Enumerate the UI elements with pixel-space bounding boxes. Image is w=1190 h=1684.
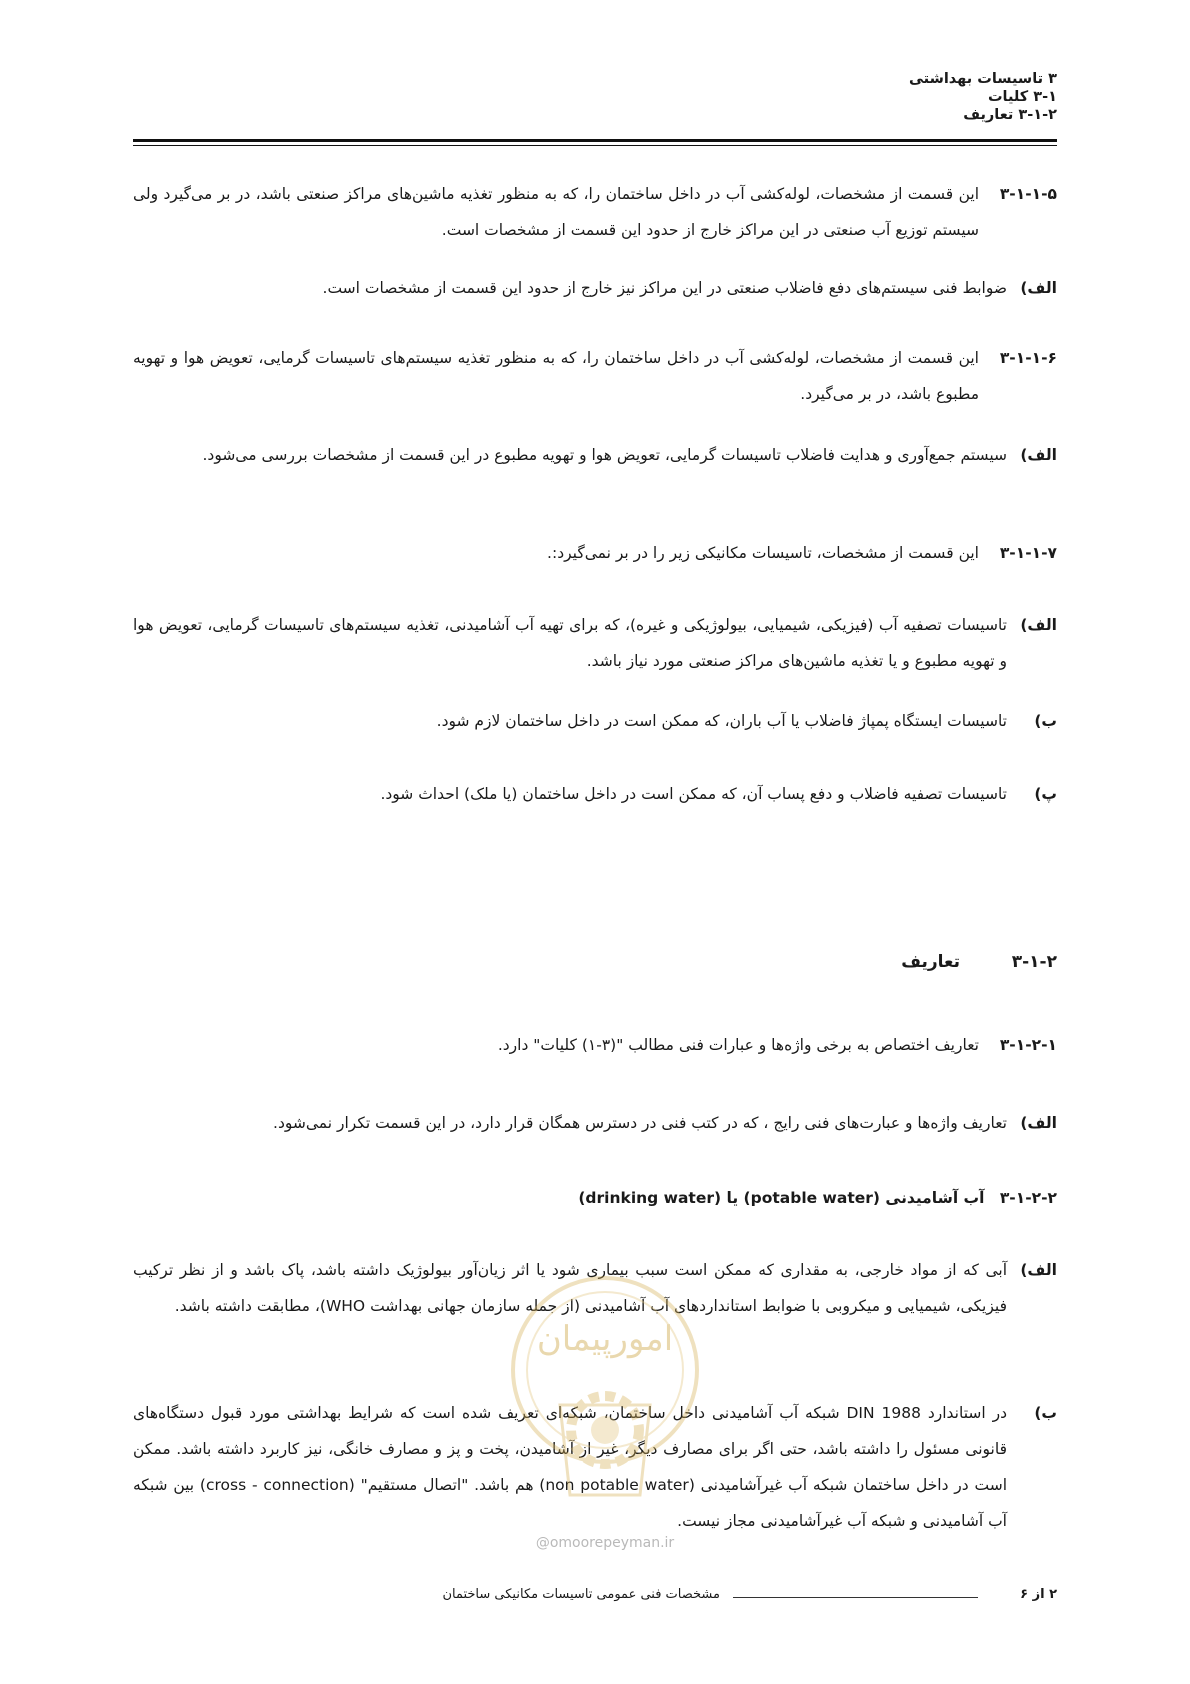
clause-number: ۳-۱-۱-۵ [999, 185, 1057, 203]
header-section: ۳-۱ کلیات [987, 89, 1057, 105]
clause [133, 1027, 1057, 1063]
clause-item [133, 776, 1057, 812]
clause-item [133, 1105, 1057, 1141]
section-number: ۳-۱-۲ [1011, 952, 1057, 972]
item-label: الف) [1020, 446, 1057, 464]
section-title: تعاریف [901, 952, 960, 972]
clause-item [133, 1252, 1057, 1324]
running-header [909, 70, 1057, 124]
page-number: ۲ از ۶ [1020, 1587, 1057, 1602]
footer-title: مشخصات فنی عمومی تاسیسات مکانیکی ساختمان [442, 1587, 720, 1602]
clause-item [133, 437, 1057, 473]
definition-heading [578, 1180, 1057, 1216]
item-label: الف) [1020, 616, 1057, 634]
item-label: الف) [1020, 1261, 1057, 1279]
footer-rule [733, 1597, 978, 1598]
clause-item [133, 703, 1057, 739]
header-rule-thick [133, 139, 1057, 142]
clause-number: ۳-۱-۱-۷ [999, 544, 1057, 562]
item-text: تاسیسات تصفیه آب (فیزیکی، شیمیایی، بیولوژیکی و غیره)، که برای تهیه آب آشامیدنی، تغذیه سیستم‌های تاسیسات گرمایی، تعویض هوا و تهویه مطبوع و یا تغذیه ماشین‌های مراکز صنعتی مورد نیاز باشد. [133, 616, 1007, 670]
item-text: ضوابط فنی سیستم‌های دفع فاضلاب صنعتی در این مراکز نیز خارج از حدود این قسمت از مشخصات است. [322, 279, 1007, 297]
definition-title: آب آشامیدنی (potable water) یا (drinking water) [578, 1189, 985, 1207]
clause [133, 340, 1057, 412]
clause-item [133, 270, 1057, 306]
watermark-logo-text: امورپیمان [536, 1319, 674, 1359]
clause-text: این قسمت از مشخصات، لوله‌کشی آب در داخل ساختمان را، که به منظور تغذیه سیستم‌های تاسیسات گرمایی، تعویض هوا و تهویه مطبوع باشد، در بر می‌گیرد. [133, 349, 979, 403]
definition-number: ۳-۱-۲-۲ [999, 1189, 1057, 1207]
clause [133, 176, 1057, 248]
clause-item [133, 1395, 1057, 1539]
item-text: تاسیسات تصفیه فاضلاب و دفع پساب آن، که ممکن است در داخل ساختمان (یا ملک) احداث شود. [380, 785, 1007, 803]
item-label: پ) [1034, 785, 1057, 803]
item-text: تعاریف واژه‌ها و عبارت‌های فنی رایج ، که در کتب فنی در دسترس همگان قرار دارد، در این قسمت تکرار نمی‌شود. [273, 1114, 1007, 1132]
item-label: الف) [1020, 279, 1057, 297]
item-text: در استاندارد DIN 1988 شبکه آب آشامیدنی داخل ساختمان، شبکه‌ای تعریف شده است که شرایط بهداشتی مورد قبول دستگاه‌های قانونی مسئول را داشته باشد، حتی اگر برای مصارف دیگر، غیر از آشامیدن، پخت و پز و مصارف خانگی، نیز کاربرد داشته باشد. ممکن است در داخل ساختمان شبکه آب غیرآشامیدنی (non potable water) هم باشد. "اتصال مستقیم" (cross - connection) بین شبکه آب آشامیدنی و شبکه آب غیرآشامیدنی مجاز نیست. [133, 1404, 1008, 1530]
header-chapter: ۳ تاسیسات بهداشتی [908, 71, 1057, 87]
clause-number: ۳-۱-۲-۱ [999, 1036, 1057, 1054]
item-label: ب) [1034, 1404, 1057, 1422]
clause-text: این قسمت از مشخصات، تاسیسات مکانیکی زیر را در بر نمی‌گیرد:. [547, 544, 979, 562]
clause-text: این قسمت از مشخصات، لوله‌کشی آب در داخل ساختمان را، که به منظور تغذیه ماشین‌های مراکز صنعتی باشد، در بر می‌گیرد ولی سیستم توزیع آب صنعتی در این مراکز خارج از حدود این قسمت از مشخصات است. [133, 185, 979, 239]
clause-item [133, 607, 1057, 679]
watermark-text: @omoorepeyman.ir [535, 1535, 675, 1551]
clause-text: تعاریف اختصاص به برخی واژه‌ها و عبارات فنی مطالب "(۳-۱) کلیات" دارد. [497, 1036, 979, 1054]
clause-number: ۳-۱-۱-۶ [999, 349, 1057, 367]
clause [133, 535, 1057, 571]
item-label: ب) [1034, 712, 1057, 730]
item-text: آبی که از مواد خارجی، به مقداری که ممکن است سبب بیماری شود یا اثر زیان‌آور بیولوژیک داشته باشد، پاک باشد و از نظر ترکیب فیزیکی، شیمیایی و میکروبی با ضوابط استانداردهای آب آشامیدنی (از جمله سازمان جهانی بهداشت WHO)، مطابقت داشته باشد. [133, 1261, 1007, 1315]
item-label: الف) [1020, 1114, 1057, 1132]
item-text: تاسیسات ایستگاه پمپاژ فاضلاب یا آب باران، که ممکن است در داخل ساختمان لازم شود. [436, 712, 1007, 730]
header-rule-thin [133, 145, 1057, 146]
header-subsection: ۳-۱-۲ تعاریف [963, 107, 1057, 123]
item-text: سیستم جمع‌آوری و هدایت فاضلاب تاسیسات گرمایی، تعویض هوا و تهویه مطبوع در این قسمت از مشخصات بررسی می‌شود. [202, 446, 1007, 464]
